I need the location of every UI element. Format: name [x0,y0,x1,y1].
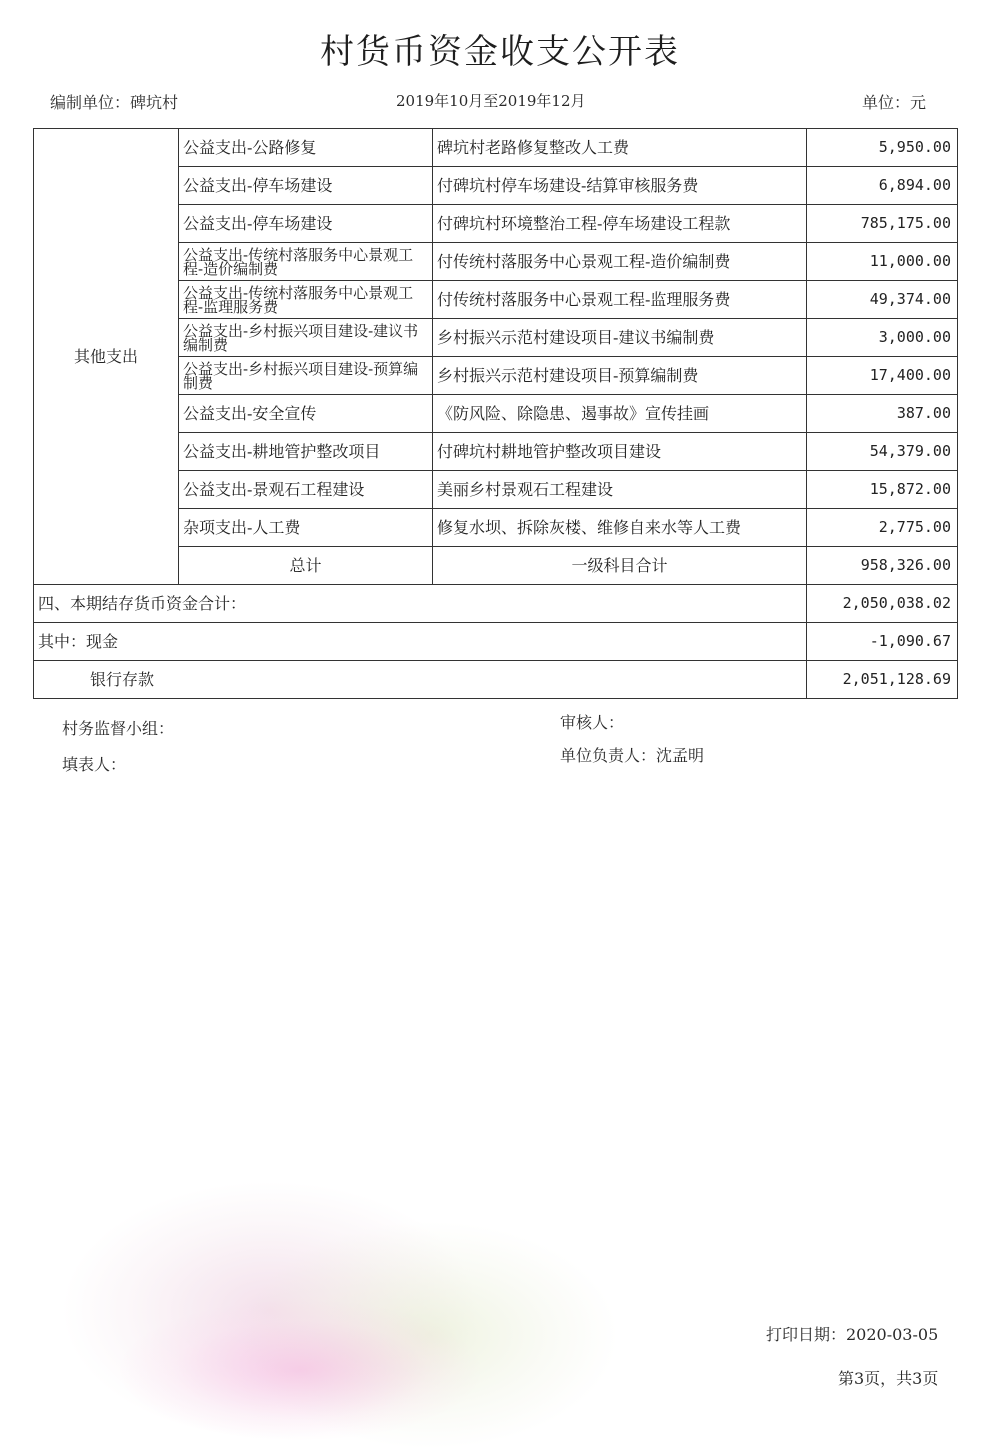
item-cell: 杂项支出-人工费 [179,509,433,547]
cash-label: 其中：现金 [34,623,807,661]
summary-row [34,585,958,623]
desc-cell: 付碑坑村环境整治工程-停车场建设工程款 [433,205,807,243]
amount-cell: 785,175.00 [807,205,958,243]
total-label: 总计 [179,547,433,585]
item-cell: 公益支出-乡村振兴项目建设-预算编制费 [179,357,433,395]
total-amount: 958,326.00 [807,547,958,585]
leader-signature: 单位负责人：沈孟明 [560,746,705,765]
desc-cell: 碑坑村老路修复整改人工费 [433,129,807,167]
item-cell: 公益支出-停车场建设 [179,167,433,205]
stain-green [240,1220,620,1450]
amount-cell: 15,872.00 [807,471,958,509]
amount-cell: 2,775.00 [807,509,958,547]
amount-cell: 387.00 [807,395,958,433]
total-desc: 一级科目合计 [433,547,807,585]
item-cell: 公益支出-停车场建设 [179,205,433,243]
period-label: 2019年10月至2019年12月 [396,92,586,110]
item-cell: 公益支出-安全宣传 [179,395,433,433]
item-cell: 公益支出-传统村落服务中心景观工程-造价编制费 [179,243,433,281]
item-cell: 公益支出-耕地管护整改项目 [179,433,433,471]
desc-cell: 付传统村落服务中心景观工程-监理服务费 [433,281,807,319]
item-cell: 公益支出-景观石工程建设 [179,471,433,509]
item-cell: 公益支出-传统村落服务中心景观工程-监理服务费 [179,281,433,319]
summary-row [34,661,958,699]
reviewer-signature: 审核人： [560,713,625,732]
page-number: 第3页，共3页 [838,1369,939,1388]
amount-cell: 6,894.00 [807,167,958,205]
summary-label: 四、本期结存货币资金合计： [34,585,807,623]
amount-cell: 5,950.00 [807,129,958,167]
desc-cell: 乡村振兴示范村建设项目-建议书编制费 [433,319,807,357]
item-cell: 公益支出-公路修复 [179,129,433,167]
fund-table [33,128,958,699]
item-cell: 公益支出-乡村振兴项目建设-建议书编制费 [179,319,433,357]
summary-row [34,623,958,661]
desc-cell: 付传统村落服务中心景观工程-造价编制费 [433,243,807,281]
stain-magenta [120,1300,480,1440]
desc-cell: 付碑坑村耕地管护整改项目建设 [433,433,807,471]
supervision-signature: 村务监督小组： [62,719,175,738]
table-row [34,129,958,167]
amount-cell: 11,000.00 [807,243,958,281]
unit-label: 单位：元 [862,93,927,112]
bank-amount: 2,051,128.69 [807,661,958,699]
desc-cell: 美丽乡村景观石工程建设 [433,471,807,509]
amount-cell: 54,379.00 [807,433,958,471]
stain-pink [60,1180,480,1440]
category-cell: 其他支出 [34,129,179,585]
amount-cell: 49,374.00 [807,281,958,319]
bank-label: 银行存款 [34,661,807,699]
org-label: 编制单位：碑坑村 [50,93,179,112]
desc-cell: 乡村振兴示范村建设项目-预算编制费 [433,357,807,395]
desc-cell: 付碑坑村停车场建设-结算审核服务费 [433,167,807,205]
summary-amount: 2,050,038.02 [807,585,958,623]
desc-cell: 修复水坝、拆除灰楼、维修自来水等人工费 [433,509,807,547]
cash-amount: -1,090.67 [807,623,958,661]
desc-cell: 《防风险、除隐患、遏事故》宣传挂画 [433,395,807,433]
print-date: 打印日期：2020-03-05 [766,1325,939,1344]
amount-cell: 17,400.00 [807,357,958,395]
amount-cell: 3,000.00 [807,319,958,357]
filler-signature: 填表人： [62,755,127,774]
document-title: 村货币资金收支公开表 [320,32,680,72]
